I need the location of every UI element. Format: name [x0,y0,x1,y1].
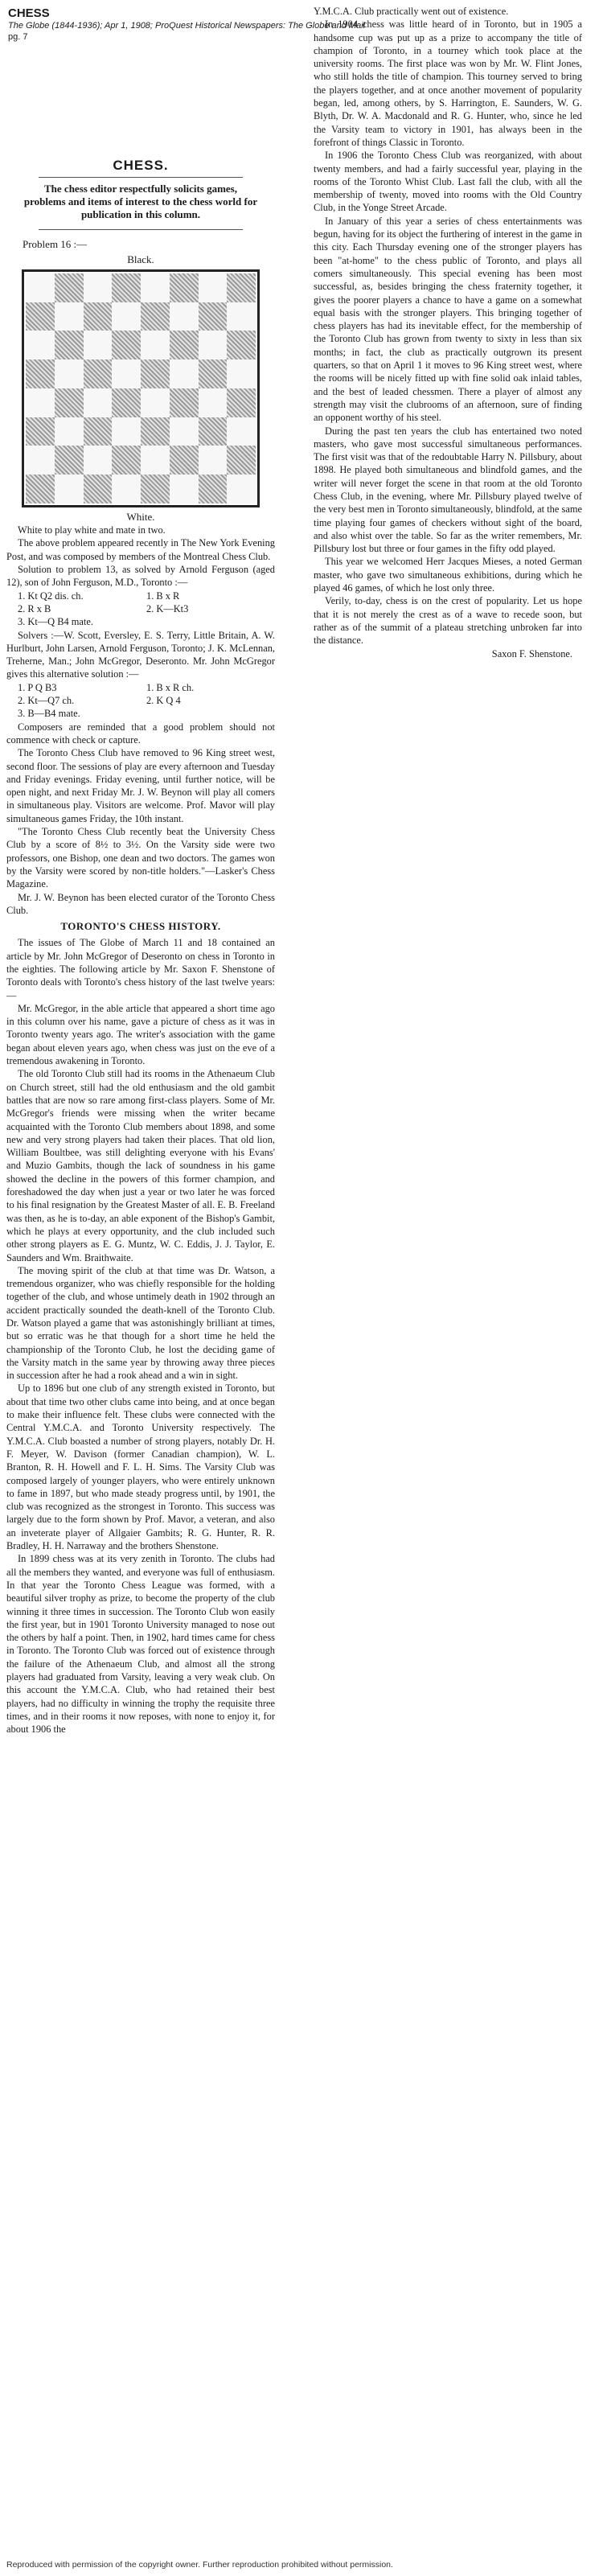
board-square [170,446,199,475]
left-column [6,48,275,1736]
move [146,707,275,720]
paragraph: The above problem appeared recently in The New York Evening Post, and was composed by members of the Montreal Chess Club. [6,537,275,562]
board-square [84,331,113,359]
move: 2. R x B [18,602,51,614]
board-square [26,446,55,475]
paragraph: In 1899 chess was at its very zenith in Toronto. The clubs had all the members they wanted, and everyone was full of enthusiasm. In that year the Toronto Chess League was formed, with a beautiful silver trophy as prize, to become the property of the club winning it three times in succession. The Toronto Club won easily the first year, but in 1901 Toronto University managed to nose out the others by half a point. Then, in 1902, hard times came for chess in Toronto. The Toronto Club was forced out of existence through the failure of the Athenaeum Club, and almost all the strong players had graduated from Varsity, leaving a very weak club. On this account the Y.M.C.A. Club, who had retained their best players, had no difficulty in winning the trophy the requisite three times, and in their rooms it now reposes, with none to enjoy it, for about 1906 the [6,1553,275,1736]
board-square [141,302,170,331]
masthead-rule [39,177,243,178]
move: 2. Kt—Q7 ch. [18,695,75,707]
board-square [227,273,256,302]
paragraph: This year we welcomed Herr Jacques Mieses, a noted German master, who gave two simultaneous exhibitions, during which he played 46 games, of which he lost only three. [314,556,582,594]
paragraph: Composers are reminded that a good problem should not commence with check or capture. [6,721,275,746]
board-square [84,475,113,503]
board-square [141,417,170,446]
board-square [170,359,199,388]
board-square [170,475,199,503]
board-square [112,302,141,331]
paragraph: "The Toronto Chess Club recently beat the University Chess Club by a score of 8½ to 3½. On the Varsity side were two professors, one Bishop, one dean and two doctors. The games won by the Varsity were scored by non-title holders."—Lasker's Chess Magazine. [6,826,275,890]
paragraph: During the past ten years the club has entertained two noted masters, who gave most successful simultaneous performances. The first visit was that of the redoubtable Harry N. Pillsbury, about 1898. He played both simultaneous and blindfold games, and the writer will never forget the scene in that room at the old Toronto Chess Club, in the evening, where Mr. Pillsbury played twelve of the very best men in Toronto simultaneously, blindfold, at the same time playing four games of checkers without sight of the board, and also whist over the table. So far as the writer remembers, Mr. Pillsbury lost but three or four games in the fifty odd played. [314,425,582,555]
right-column [314,5,582,660]
paragraph: Verily, to-day, chess is on the crest of popularity. Let us hope that it is not merely the crest as of a wave to recede soon, but rather as of the summit of a plateau stretching unbroken far into the distance. [314,595,582,647]
paragraph: Solution to problem 13, as solved by Arnold Ferguson (aged 12), son of John Ferguson, M.D., Toronto :— [6,564,275,589]
board-square [199,417,228,446]
board-square [227,331,256,359]
board-square [170,331,199,359]
board-square [112,331,141,359]
board-square [227,446,256,475]
white-label: White. [126,510,155,523]
paragraph: Y.M.C.A. Club practically went out of existence. [314,6,509,17]
board-square [227,359,256,388]
board-square [199,388,228,417]
board-square [170,388,199,417]
board-square [141,388,170,417]
board-square [112,417,141,446]
board-square [199,446,228,475]
board-square [26,388,55,417]
document-source: The Globe (1844-1936); Apr 1, 1908; ProQuest Historical Newspapers: The Globe and Mail [8,21,366,31]
board-square [199,331,228,359]
board-square [112,475,141,503]
move: 1. B x R [146,590,180,602]
board-square [84,417,113,446]
paragraph: The moving spirit of the club at that time was Dr. Watson, a tremendous organizer, who was chiefly responsible for the holding together of the club, and whose untimely death in 1902 through an accident practically sounded the death-knell of the Toronto Club. Dr. Watson played a game that was astonishingly brilliant at times, but so erratic was he that though for a short time he held the championship of the Toronto Club, he lost the deciding game of the Varsity match in the same year by throwing away three pieces in succession after he had a rook ahead and a win in sight. [6,1264,275,1382]
document-title: CHESS [8,6,50,20]
board-square [141,273,170,302]
paragraph: The old Toronto Club still had its rooms in the Athenaeum Club on Church street, still had the old enthusiasm and the old gambit battles that are now so rare among first-class players. Some of Mr. McGregor's friends were missing when the writer became acquainted with the Toronto Club members about 1898, and some new and very strong players had taken their places. That old lion, William Boultbee, was still delighting everyone with his Evans' and Muzio Gambits, though the lack of soundness in his game showed the decline in the powers of this former champion, and foreshadowed the day when just a year or two later he was forced to his final resignation by the Greatest Master of all. E. B. Freeland was then, as he is to-day, an able exponent of the Bishop's Gambit, which he plays at every opportunity, and the club included such other strong players as E. G. Muntz, W. C. Eddis, J. J. Taylor, E. Saunders and Wm. Braithwaite. [6,1068,275,1263]
black-label: Black. [127,253,154,265]
move [146,615,275,628]
chess-board [26,273,256,503]
board-square [199,302,228,331]
paragraph: In January of this year a series of chess entertainments was begun, having for its object the furthering of interest in the game in this city. Each Thursday evening one of the stronger players has been "at-home" to the chess public of Toronto, and plays all comers simultaneously. This special evening has been most successful, as, besides bringing the chess fraternity together, it gives the poorer players a chance to have a game on a somewhat equal basis with the stronger players. This bringing together of chess players has had its inevitable effect, for the membership of the Toronto Club has grown from twenty to sixty in less than six months; in fact, the club as practically outgrown its present quarters, so that on April 1 it moves to 96 King street west, where the rooms will be nicely fitted up with fine solid oak inlaid tables, and the best of leaded chessmen. There a player of almost any strength may visit the clubrooms of an afternoon, sure of finding an opponent worthy of his steel. [314,215,582,424]
board-square [112,446,141,475]
board-square [227,417,256,446]
board-square [55,417,84,446]
board-square [84,302,113,331]
board-square [84,388,113,417]
board-square [141,359,170,388]
move: 1. Kt Q2 dis. ch. [18,590,84,602]
board-square [26,475,55,503]
board-square [141,475,170,503]
board-square [84,446,113,475]
board-square [112,273,141,302]
board-square [55,273,84,302]
column-intro: The chess editor respectfully solicits games, problems and items of interest to the chess world for publication in this column. [23,183,258,221]
board-square [26,331,55,359]
move: 2. K Q 4 [146,695,181,707]
board-square [55,388,84,417]
paragraph: In 1904 chess was little heard of in Toronto, but in 1905 a handsome cup was put up as a prize to accompany the title of champion of Toronto, in a tourney which took place at the university rooms. The first place was won by Mr. W. Flint Jones, who still holds the title of champion. This tourney served to bring the players together, and at once another movement of popularity began, led, among others, by S. Harrington, E. Saunders, W. G. Blyth, Dr. W. A. Macdonald and R. G. Hunter, who, since he led the Varsity team to victory in 1901, has always been in the forefront of things Classic in Toronto. [314,18,582,148]
board-square [199,475,228,503]
board-square [227,475,256,503]
board-square [141,331,170,359]
board-square [141,446,170,475]
copyright-footer: Reproduced with permission of the copyright owner. Further reproduction prohibited without permission. [6,2560,393,2570]
solution-moves [18,590,275,629]
board-square [55,446,84,475]
paragraph: Solvers :—W. Scott, Eversley, E. S. Terry, Little Britain, A. W. Hurlburt, John Larsen, Arnold Ferguson, Toronto; J. K. McLennan, Treherne, Man.; John McGregor, Deseronto. Mr. John McGregor gives this alternative solution :— [6,629,275,680]
paragraph: The Toronto Chess Club have removed to 96 King street west, second floor. The sessions of play are every afternoon and Tuesday and Friday evenings. Friday evening, until further notice, will be open night, and next Friday Mr. J. W. Beynon will play all comers in simultaneous play. Visitors are welcome. Prof. Mavor will play simultaneous games Friday, the 10th instant. [6,747,275,824]
board-square [55,331,84,359]
board-square [227,388,256,417]
board-square [112,388,141,417]
board-square [227,302,256,331]
board-square [170,273,199,302]
paragraph: In 1906 the Toronto Chess Club was reorganized, with about twenty members, and had a fairly successful year, playing in the rooms of the Toronto Whist Club. Last fall the club, with all the membership of twenty, moved into rooms with the Old Country Club, in the Yonge Street Arcade. [314,150,582,214]
board-square [55,359,84,388]
intro-rule [39,229,243,230]
board-square [170,417,199,446]
move: 1. B x R ch. [146,681,195,693]
board-square [55,302,84,331]
paragraph: Mr. McGregor, in the able article that appeared a short time ago in this column over his name, gave a picture of chess as it was in Toronto twenty years ago. The writer's association with the game began about eleven years ago, when chess was just on the eve of a tremendous awakening in Toronto. [6,1002,275,1067]
document-page: pg. 7 [8,32,28,42]
alternative-solution-moves [18,681,275,721]
board-square [26,273,55,302]
board-square [26,359,55,388]
paragraph: Up to 1896 but one club of any strength existed in Toronto, but about that time two other clubs came into being, and at once began to make their influence felt. These clubs were connected with the Central Y.M.C.A. and Toronto University respectively. The Y.M.C.A. Club boasted a number of strong players, notably Dr. H. F. Meyer, W. Davison (former Canadian champion), W. L. Branton, R. H. Howell and F. L. H. Sims. The Varsity Club was composed largely of younger players, who were entirely unknown to fame in 1897, but who made steady progress until, by 1901, the club was recognized as the strongest in Toronto. This success was largely due to the form shown by Prof. Mavor, a veteran, and also an inveterate player of Allgaier Gambits; R. G. Hunter, R. R. Bradley, H. H. Narraway and the brothers Shenstone. [6,1382,275,1552]
move: 1. P Q B3 [18,681,57,693]
board-square [26,417,55,446]
board-square [84,359,113,388]
move: 3. B—B4 mate. [18,708,80,720]
column-masthead: CHESS. [113,158,169,173]
article-signature: Saxon F. Shenstone. [491,647,572,659]
board-square [170,302,199,331]
problem-label: Problem 16 :— [23,238,88,251]
board-square [199,359,228,388]
move: 2. K—Kt3 [146,602,189,614]
paragraph: The issues of The Globe of March 11 and 18 contained an article by Mr. John McGregor of Deseronto on chess in Toronto in the eighties. The following article by Mr. Saxon F. Shenstone of Toronto deals with Toronto's chess history of the last twelve years:— [6,937,275,1001]
board-square [199,273,228,302]
problem-caption: White to play white and mate in two. [18,524,166,536]
chess-diagram [22,269,260,507]
board-square [55,475,84,503]
board-square [26,302,55,331]
move: 3. Kt—Q B4 mate. [18,616,93,628]
board-square [112,359,141,388]
history-heading: TORONTO'S CHESS HISTORY. [60,920,221,933]
paragraph: Mr. J. W. Beynon has been elected curator of the Toronto Chess Club. [6,891,275,916]
board-square [84,273,113,302]
